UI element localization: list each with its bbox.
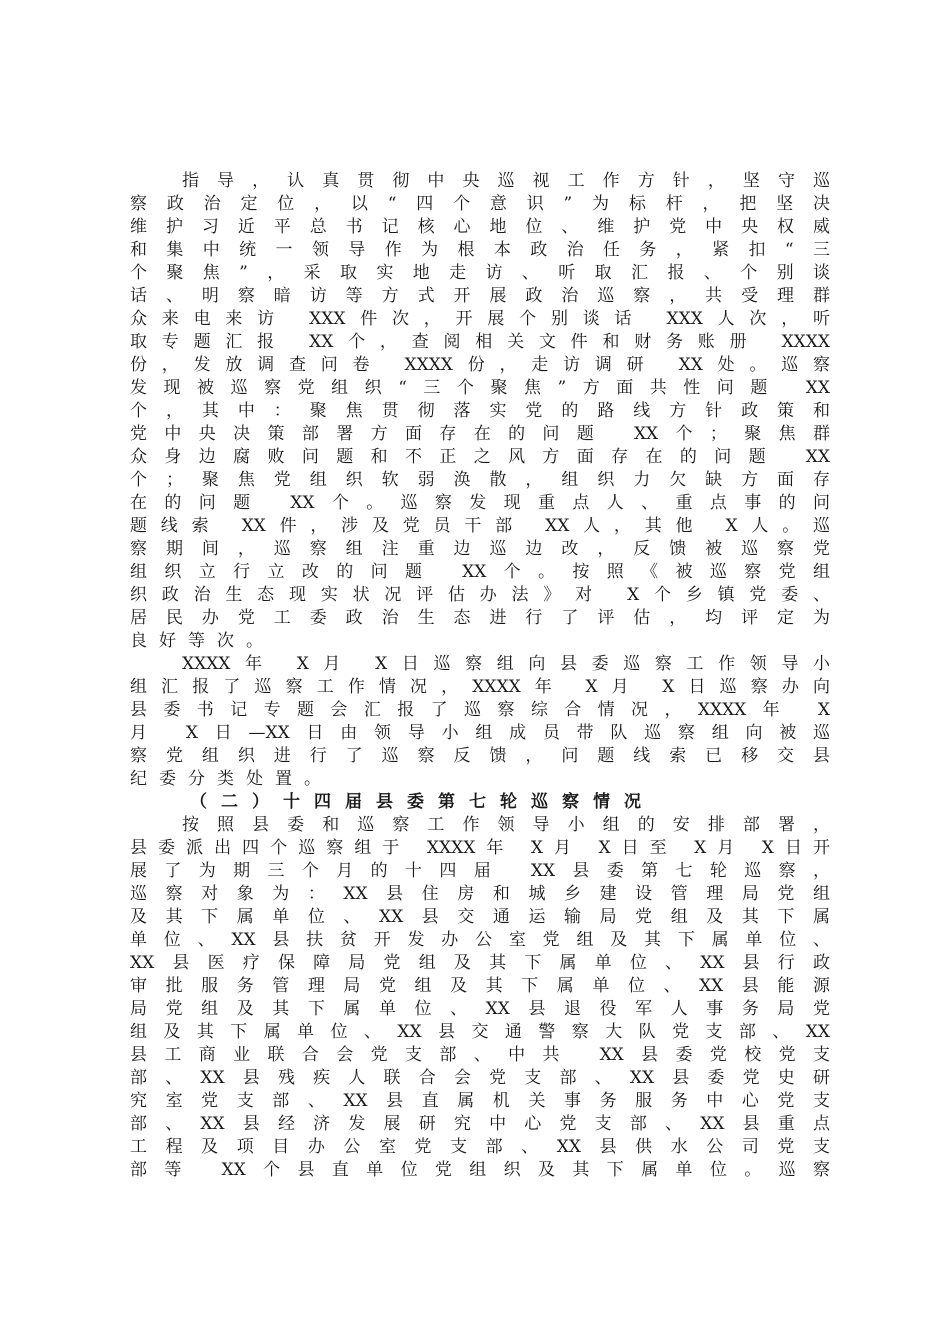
text-line: 巡察对象为：XX县住房和城乡建设管理局党组 <box>130 884 830 904</box>
text-line: 局党组及其下属单位、XX县退役军人事务局党 <box>130 999 830 1019</box>
text-line: 纪委分类处置。 <box>130 769 333 789</box>
text-line: 察政治定位，以“四个意识”为标杆，把坚决 <box>130 194 830 214</box>
text-line: 众来电来访 XXX件次，开展个别谈话 XXX人次，听 <box>130 309 830 329</box>
text-line: 月 X日—XX日由领导小组成员带队巡察组向被巡 <box>130 723 830 743</box>
text-line: 个；聚焦党组织软弱涣散，组织力欠缺方面存 <box>130 470 830 490</box>
text-line: 良好等次。 <box>130 631 275 651</box>
text-line: 居民办党工委政治生态进行了评估，均评定为 <box>130 608 830 628</box>
text-line: 份，发放调查问卷 XXXX份，走访调研 XX处。巡察 <box>130 355 830 375</box>
text-line: 及其下属单位、XX县交通运输局党组及其下属 <box>130 907 830 927</box>
text-line: 指导，认真贯彻中央巡视工作方针，坚守巡 <box>182 171 830 191</box>
text-line: 在的问题 XX个。巡察发现重点人、重点事的问 <box>130 493 830 513</box>
text-line: XX县医疗保障局党组及其下属单位、XX县行政 <box>130 953 830 973</box>
text-line: 工程及项目办公室党支部、XX县供水公司党支 <box>130 1137 830 1157</box>
paragraph-1 <box>130 170 830 653</box>
text-line: 取专题汇报 XX个，查阅相关文件和财务账册 XXXX <box>130 332 830 352</box>
text-line: 县委派出四个巡察组于 XXXX年 X月 X日至 X月 X日开 <box>130 838 830 858</box>
text-line: XXXX年 X月 X日巡察组向县委巡察工作领导小 <box>182 654 830 674</box>
text-line: 单位、XX县扶贫开发办公室党组及其下属单位、 <box>130 930 830 950</box>
text-line: 织政治生态现实状况评估办法》对 X个乡镇党委、 <box>130 585 830 605</box>
text-line: 组及其下属单位、XX县交通警察大队党支部、XX <box>130 1022 830 1042</box>
section-heading: （二）十四届县委第七轮巡察情况 <box>190 792 655 812</box>
document-page <box>130 170 830 1182</box>
text-line: 个，其中：聚焦贯彻落实党的路线方针政策和 <box>130 401 830 421</box>
text-line: 部等 XX个县直单位党组织及其下属单位。巡察 <box>130 1160 830 1180</box>
text-line: 话、明察暗访等方式开展政治巡察，共受理群 <box>130 286 830 306</box>
text-line: 部、XX县残疾人联合会党支部、XX县委党史研 <box>130 1068 830 1088</box>
text-line: 发现被巡察党组织“三个聚焦”方面共性问题 XX <box>130 378 830 398</box>
text-line: 众身边腐败问题和不正之风方面存在的问题 XX <box>130 447 830 467</box>
text-line: 部、XX县经济发展研究中心党支部、XX县重点 <box>130 1114 830 1134</box>
text-line: 察党组织进行了巡察反馈，问题线索已移交县 <box>130 746 830 766</box>
text-line: 组织立行立改的问题 XX个。按照《被巡察党组 <box>130 562 830 582</box>
text-line: 维护习近平总书记核心地位、维护党中央权威 <box>130 217 830 237</box>
text-line: 组汇报了巡察工作情况，XXXX年 X月 X日巡察办向 <box>130 677 830 697</box>
text-line: 究室党支部、XX县直属机关事务服务中心党支 <box>130 1091 830 1111</box>
text-line: 县工商业联合会党支部、中共 XX县委党校党支 <box>130 1045 830 1065</box>
text-line: 党中央决策部署方面存在的问题 XX个；聚焦群 <box>130 424 830 444</box>
paragraph-2 <box>130 653 830 791</box>
text-line: 个聚焦”，采取实地走访、听取汇报、个别谈 <box>130 263 830 283</box>
text-line: 察期间，巡察组注重边巡边改，反馈被巡察党 <box>130 539 830 559</box>
text-line: 展了为期三个月的十四届 XX县委第七轮巡察， <box>130 861 830 881</box>
text-line: 县委书记专题会汇报了巡察综合情况，XXXX年 X <box>130 700 830 720</box>
text-line: 按照县委和巡察工作领导小组的安排部署， <box>182 815 830 835</box>
text-line: 审批服务管理局党组及其下属单位、XX县能源 <box>130 976 830 996</box>
paragraph-3 <box>130 814 830 1182</box>
text-line: 题线索 XX件，涉及党员干部 XX人，其他 X人。巡 <box>130 516 830 536</box>
text-line: 和集中统一领导作为根本政治任务，紧扣“三 <box>130 240 830 260</box>
